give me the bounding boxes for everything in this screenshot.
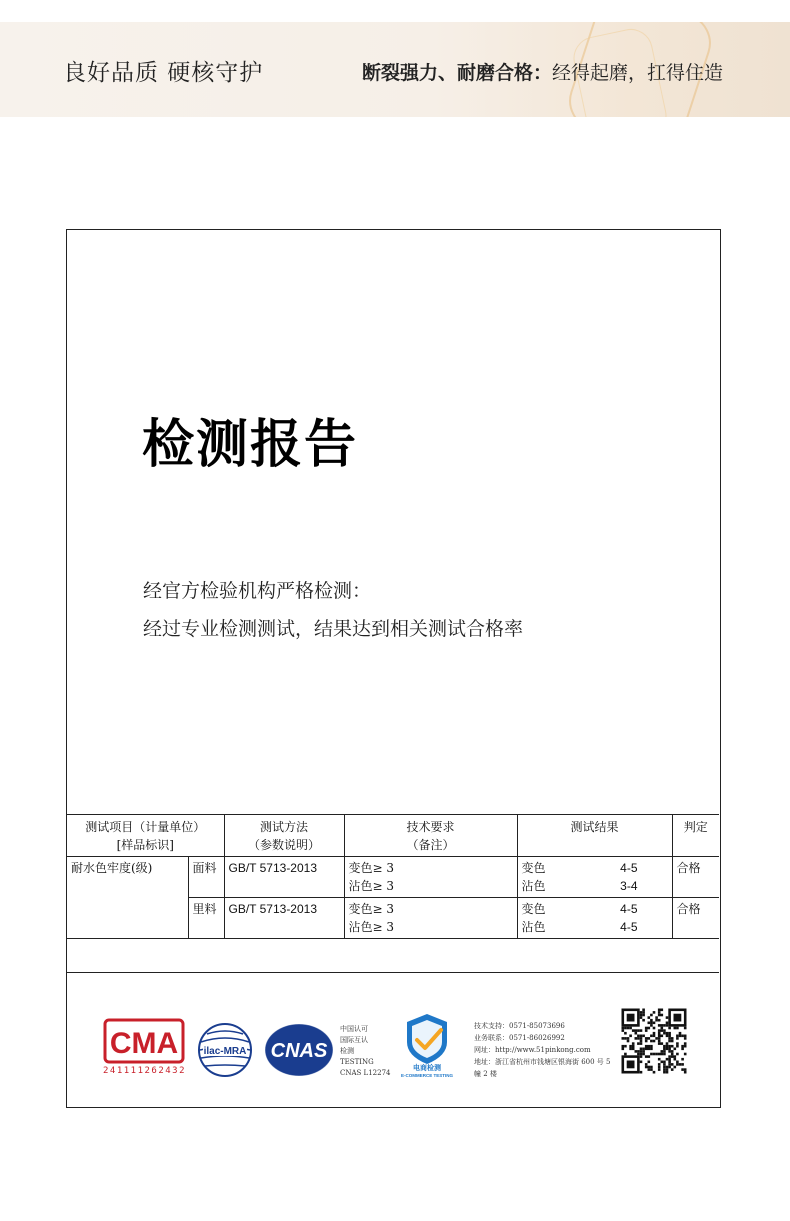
contact-phone-tech: 技术支持：0571-85073696 [474, 1022, 565, 1030]
test-report [66, 229, 721, 1108]
header-item-sublabel: [样品标识] [116, 838, 174, 852]
header-verdict-label: 判定 [683, 820, 708, 834]
test-method: GB/T 5713-2013 [224, 898, 344, 939]
report-description-line1: 经官方检验机构严格检测： [143, 580, 372, 602]
cnas-text-line: 国际互认 [340, 1036, 368, 1044]
result-label: 沾色 [521, 879, 546, 893]
header-method-label: 测试方法 [259, 820, 308, 834]
verdict: 合格 [672, 898, 719, 939]
table-row [67, 857, 719, 898]
ecommerce-label: 电商检测 [413, 1064, 441, 1072]
banner-slogan: 良好品质 硬核守护 [63, 60, 264, 86]
result-label: 变色 [521, 861, 546, 875]
test-result [517, 857, 672, 898]
requirement-line: 沾色≥ 3 [348, 879, 395, 893]
header-result-label: 测试结果 [570, 820, 619, 834]
test-method: GB/T 5713-2013 [224, 857, 344, 898]
banner-subtitle-bold: 断裂强力、耐磨合格： [362, 62, 553, 84]
certification-footer [67, 1000, 719, 1090]
header-result [517, 815, 672, 857]
report-title: 检测报告 [142, 415, 359, 475]
result-value: 4-5 [620, 861, 638, 875]
header-method-sublabel: （参数说明） [247, 838, 320, 852]
table-empty-row [67, 937, 719, 973]
top-banner [0, 22, 790, 117]
banner-subtitle [362, 58, 723, 85]
header-item-label: 测试项目（计量单位） [85, 820, 206, 834]
ecommerce-testing-logo [397, 1012, 457, 1082]
contact-website: 网址：http://www.51pinkong.com [474, 1046, 591, 1054]
header-requirement [344, 815, 517, 857]
ecommerce-sublabel: E-COMMERCE TESTING [400, 1073, 454, 1078]
cnas-accreditation-text [340, 1024, 390, 1079]
cnas-text-line: 中国认可 [340, 1025, 368, 1033]
ilac-globe-icon [197, 1022, 253, 1078]
header-requirement-label: 技术要求 [406, 820, 455, 834]
qr-code-graphic [621, 1008, 687, 1074]
header-method [224, 815, 344, 857]
cma-number: 241111262432 [103, 1066, 187, 1076]
header-verdict [672, 815, 719, 857]
requirement-line: 变色≥ 3 [348, 902, 395, 916]
result-value: 4-5 [620, 902, 638, 916]
item-name: 耐水色牢度(级) [67, 857, 188, 939]
cnas-logo-text: CNAS [270, 1040, 328, 1062]
results-table [67, 814, 719, 939]
sample-part: 里料 [188, 898, 224, 939]
ilac-logo-text: ilac-MRA [203, 1046, 247, 1057]
contact-address: 地址：浙江省杭州市钱塘区银海街 600 号 5 [474, 1058, 611, 1066]
contact-address-cont: 幢 2 楼 [474, 1070, 497, 1078]
ilac-mra-logo [197, 1022, 253, 1082]
result-label: 沾色 [521, 920, 546, 934]
header-item [67, 815, 224, 857]
cnas-text-line: 检测 [340, 1047, 354, 1055]
contact-info [474, 1020, 614, 1080]
cma-mark-icon [103, 1018, 185, 1064]
requirement-line: 沾色≥ 3 [348, 920, 395, 934]
result-line [522, 877, 668, 895]
result-value: 3-4 [620, 879, 638, 893]
result-line [522, 859, 668, 877]
result-label: 变色 [521, 902, 546, 916]
cma-logo [103, 1018, 185, 1068]
cnas-text-line: CNAS L12274 [340, 1069, 391, 1077]
cnas-text-line: TESTING [340, 1058, 374, 1066]
result-line [522, 900, 668, 918]
report-description-line2: 经过专业检测测试，结果达到相关测试合格率 [143, 618, 524, 640]
result-value: 4-5 [620, 920, 638, 934]
requirement-line: 变色≥ 3 [348, 861, 395, 875]
shield-check-icon [397, 1012, 457, 1078]
cma-logo-text: CMA [109, 1027, 179, 1060]
banner-subtitle-text: 经得起磨，扛得住造 [552, 62, 724, 84]
test-result [517, 898, 672, 939]
cnas-mark-icon [263, 1022, 335, 1078]
qr-code-icon [621, 1008, 687, 1078]
requirement [344, 857, 517, 898]
result-line [522, 918, 668, 936]
cnas-logo [263, 1022, 335, 1082]
sample-part: 面料 [188, 857, 224, 898]
header-requirement-sublabel: （备注） [406, 838, 455, 852]
verdict: 合格 [672, 857, 719, 898]
contact-phone-business: 业务联系：0571-86026992 [474, 1034, 565, 1042]
requirement [344, 898, 517, 939]
table-header-row [67, 815, 719, 857]
